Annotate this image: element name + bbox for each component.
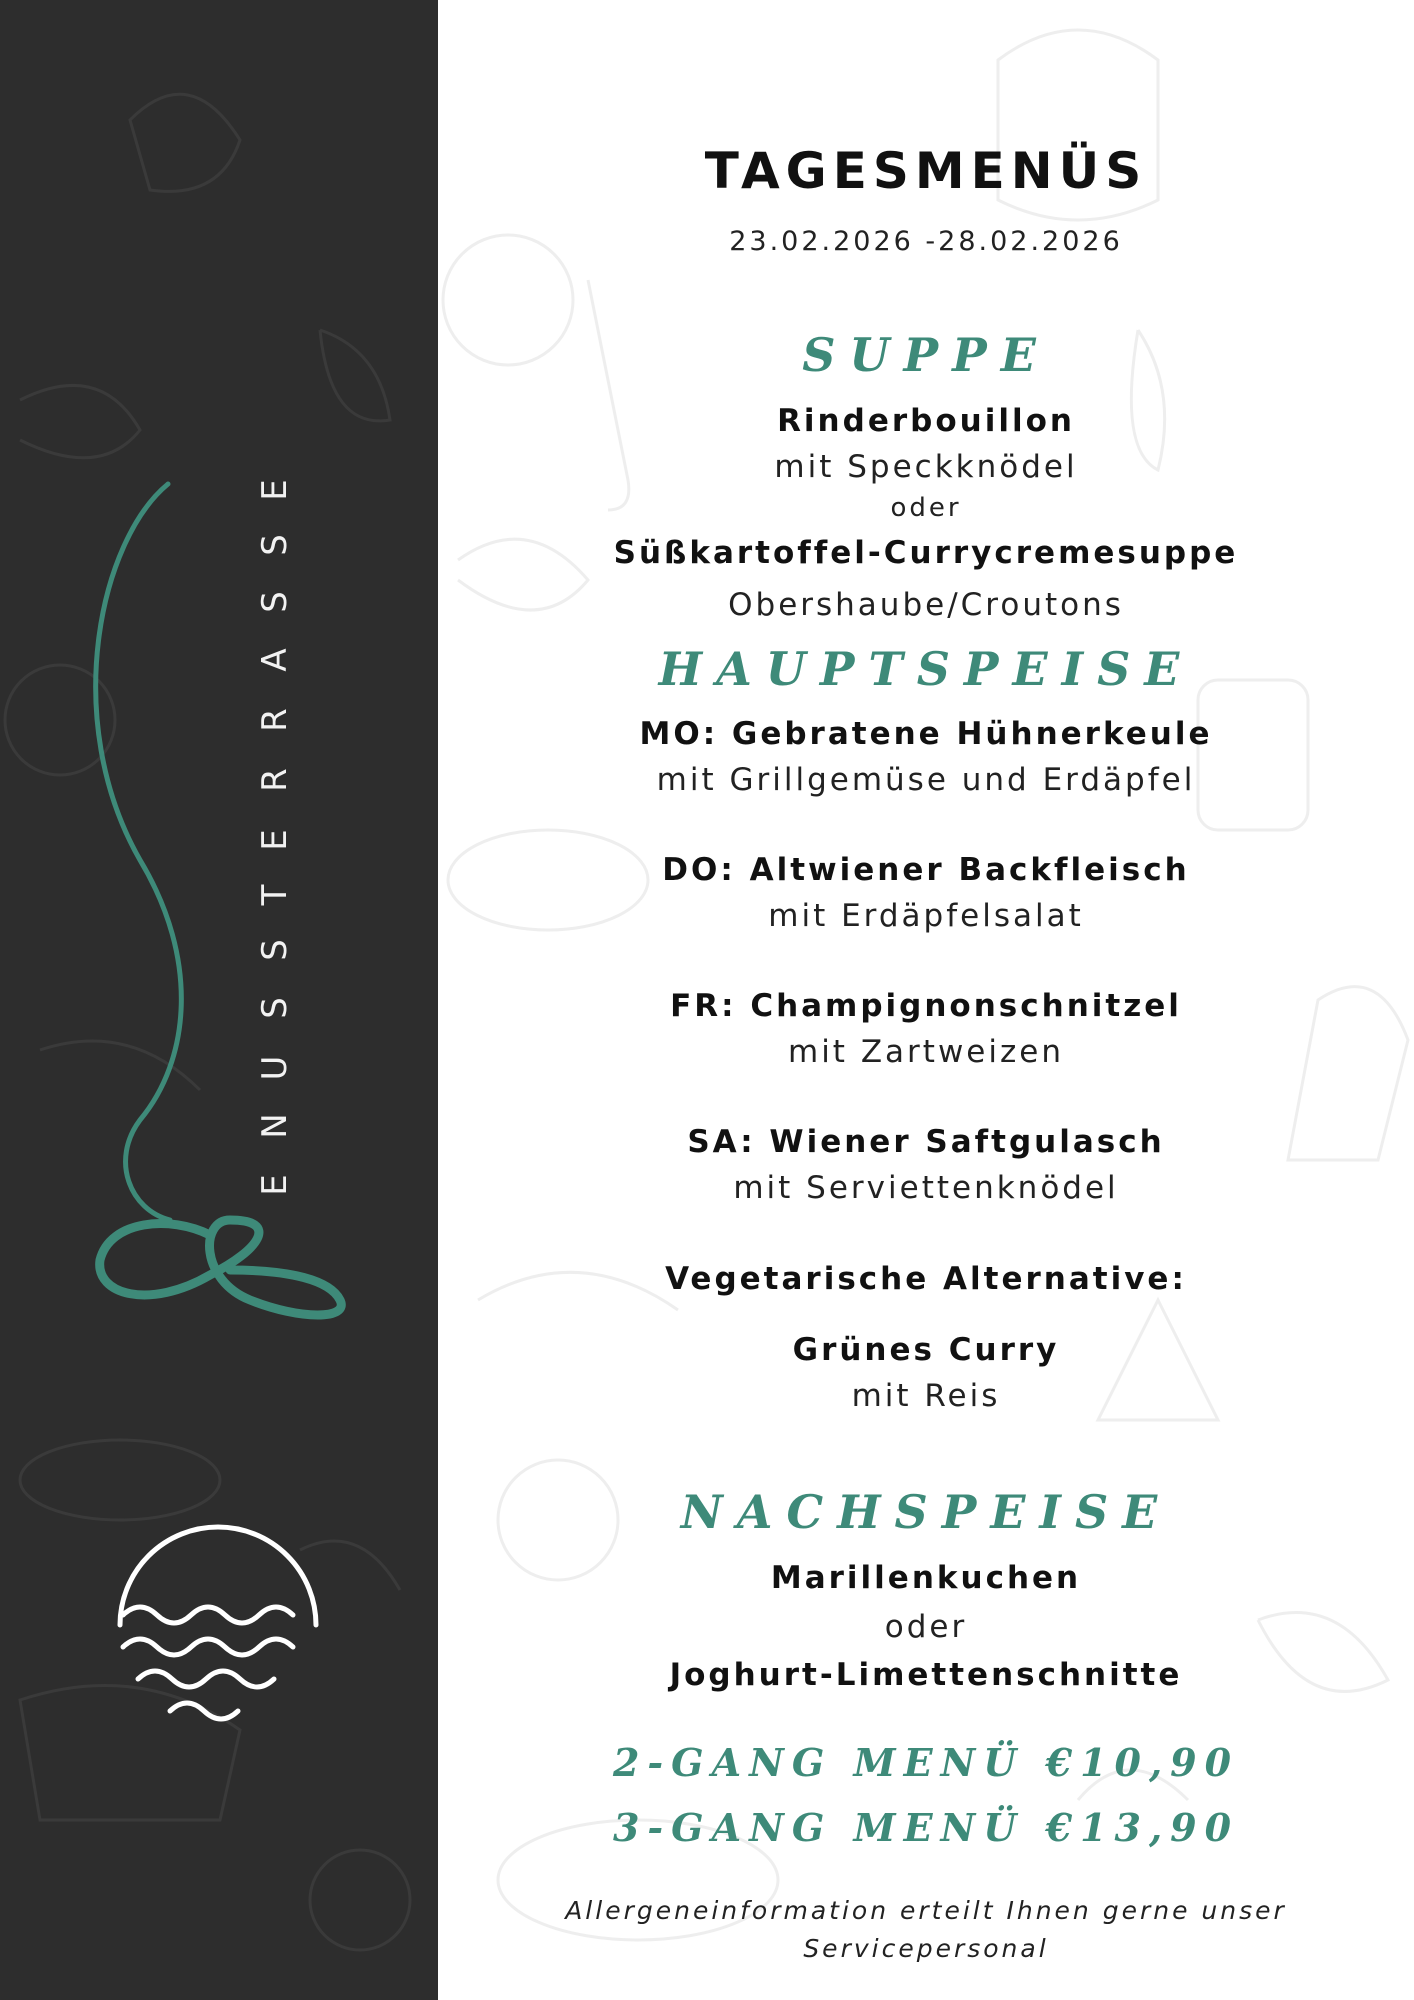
- dish-name: Süßkartoffel-Currycremesuppe: [613, 535, 1239, 571]
- brand-letter: S: [255, 939, 295, 961]
- dish-side: mit Speckknödel: [774, 449, 1078, 485]
- brand-letter: U: [255, 1055, 295, 1081]
- separator-text: oder: [884, 1609, 968, 1645]
- brand-letter: S: [255, 591, 295, 613]
- dish-name: Marillenkuchen: [770, 1560, 1082, 1596]
- brand-letter: E: [255, 479, 295, 501]
- allergen-note: Servicepersonal: [803, 1934, 1049, 1963]
- brand-letter: T: [255, 884, 295, 906]
- date-range: 23.02.2026 -28.02.2026: [729, 226, 1123, 257]
- vegetarian-label: Vegetarische Alternative:: [665, 1261, 1187, 1297]
- separator-text: oder: [890, 493, 962, 523]
- dish-side: mit Erdäpfelsalat: [768, 898, 1084, 934]
- dish-side: mit Grillgemüse und Erdäpfel: [656, 762, 1196, 798]
- dish-name: SA: Wiener Saftgulasch: [687, 1124, 1165, 1160]
- menu-panel: [438, 0, 1414, 2000]
- brand-letter: N: [255, 1113, 295, 1139]
- section-heading-suppe: SUPPE: [802, 328, 1050, 382]
- dish-name: Grünes Curry: [792, 1332, 1060, 1368]
- dish-side: mit Serviettenknödel: [733, 1170, 1119, 1206]
- brand-letter: S: [255, 534, 295, 556]
- dish-name: MO: Gebratene Hühnerkeule: [639, 716, 1213, 752]
- brand-letter: S: [255, 997, 295, 1019]
- dish-side: mit Zartweizen: [788, 1034, 1064, 1070]
- brand-sidebar: [0, 0, 438, 2000]
- dish-name: Rinderbouillon: [777, 403, 1075, 439]
- dish-side: Obershaube/Croutons: [728, 587, 1124, 623]
- brand-letter: E: [255, 829, 295, 851]
- price-two-course: 2-GANG MENÜ €10,90: [612, 1740, 1240, 1785]
- brand-letter: R: [255, 708, 295, 732]
- section-heading-hauptspeise: HAUPTSPEISE: [658, 642, 1194, 696]
- brand-letter: A: [255, 648, 295, 672]
- page-title: TAGESMENÜS: [704, 142, 1148, 200]
- dish-name: Joghurt-Limettenschnitte: [669, 1657, 1183, 1693]
- brand-letter: R: [255, 768, 295, 792]
- section-heading-nachspeise: NACHSPEISE: [680, 1485, 1172, 1539]
- sun-over-waves-icon: [108, 1515, 328, 1745]
- brand-letter: E: [255, 1174, 295, 1196]
- dish-side: mit Reis: [851, 1378, 1001, 1414]
- price-three-course: 3-GANG MENÜ €13,90: [612, 1805, 1240, 1850]
- allergen-note: Allergeneinformation erteilt Ihnen gerne unser: [565, 1896, 1287, 1925]
- dish-name: DO: Altwiener Backfleisch: [662, 852, 1190, 888]
- brand-wordmark: [255, 470, 295, 1230]
- dish-name: FR: Champignonschnitzel: [670, 988, 1182, 1024]
